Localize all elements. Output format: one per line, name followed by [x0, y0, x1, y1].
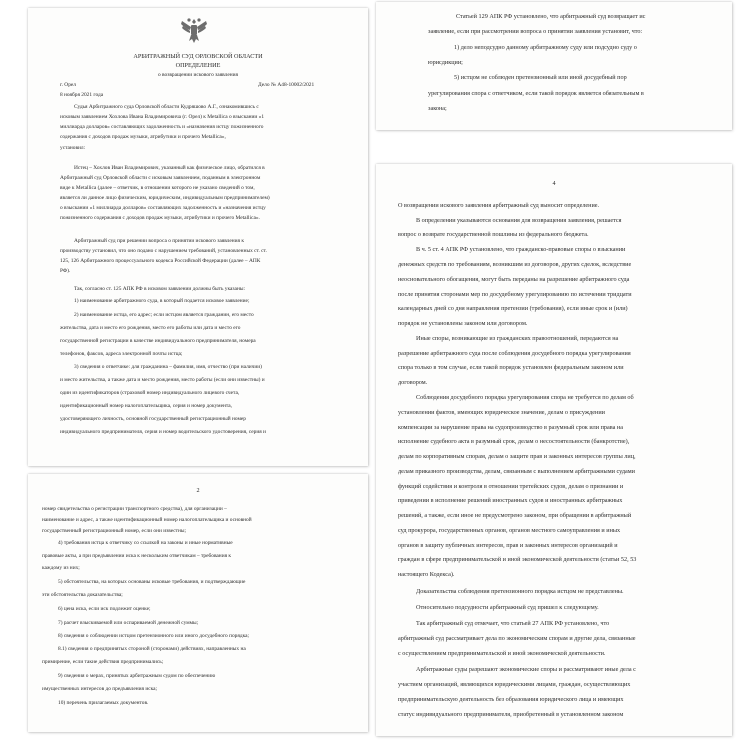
document-page-4	[376, 164, 732, 736]
page-number: 4	[552, 180, 556, 187]
document-page-2	[28, 474, 368, 732]
text-line: 7) расчет взыскиваемой или оспариваемой денежной суммы;	[58, 620, 199, 626]
text-line: делам по корпоративным спорам, делам о защите прав и законных интересов группы лиц,	[398, 453, 636, 460]
text-line: правовые акты, а при предъявлении иска к нескольким ответчикам – требования к	[42, 553, 232, 559]
text-line: 10) перечень прилагаемых документов.	[58, 700, 149, 706]
text-line: суд прокурора, государственных органов, органов местного самоуправления и иных	[398, 527, 621, 534]
text-line: 3) сведения о ответчике: для гражданина – фамилия, имя, отчество (при наличии)	[74, 364, 262, 370]
text-line: с осуществлением предпринимательской и иной экономической деятельности.	[398, 650, 606, 657]
text-line: Истец – Хохлов Иван Владимирович, указанный как физическое лицо, обратился в	[74, 165, 265, 171]
case-number: Дело № А48-10002/2021	[258, 82, 315, 88]
double-headed-eagle-icon	[178, 15, 210, 45]
text-line: установил:	[60, 145, 86, 151]
text-line: виде к Metallica (далее – ответчик, в отношении которого не указано сведений о том,	[60, 185, 255, 191]
text-line: производству установил, что оно подано с нарушением требований, установленных ст. ст.	[60, 248, 267, 254]
text-line: и место жительства, а также дата и место рождения, место работы (если они известны) и	[60, 377, 265, 383]
page-number: 2	[196, 487, 200, 494]
document-type: ОПРЕДЕЛЕНИЕ	[175, 62, 221, 69]
text-line: вопрос о возврате государственной пошлины из федерального бюджета.	[398, 231, 589, 238]
document-date: 8 ноября 2021 года	[60, 92, 104, 98]
text-line: календарных дней со дня направления претензии (требования), если иные срок и (или)	[398, 305, 628, 312]
text-line: 5) истцом не соблюден претензионный или иной досудебный пор	[454, 74, 627, 81]
text-line: О возвращении искового заявления арбитражный суд выносит определение.	[398, 202, 600, 209]
text-line: функций содействия и контроля в отношении третейских судов, делам о признании и	[398, 483, 624, 490]
text-line: урегулирования спора с ответчиком, если такой порядок является обязательным в	[428, 90, 644, 97]
text-line: заявление, если при рассмотрении вопроса о принятии заявления установит, что:	[428, 28, 643, 35]
text-line: телефонов, факсов, адреса электронной почты истца;	[60, 351, 183, 357]
text-line: государственный регистрационный номер, если они известны;	[42, 528, 187, 534]
text-line: предпринимательскую деятельность без образования юридического лица и имеющих	[398, 696, 624, 703]
text-line: участием организаций, являющихся юридическими лицами, граждан, осуществляющих	[398, 681, 631, 688]
document-page-3	[376, 2, 732, 130]
text-line: 8.1) сведения о предпринятых стороной (сторонами) действиях, направленных на	[58, 646, 246, 652]
text-line: Доказательства соблюдения претензионного порядка истцом не представлены.	[416, 588, 624, 595]
text-line: Статьей 129 АПК РФ установлено, что арбитражный суд возвращает ис	[456, 13, 646, 20]
text-line: органов в защиту публичных интересов, прав и законных интересов организаций и	[398, 542, 618, 549]
text-line: порядок не установлены законом или договором.	[398, 320, 528, 327]
text-line: 125, 126 Арбитражного процессуального кодекса Российской Федерации (далее – АПК	[60, 258, 261, 264]
text-line: В определении указываются основания для возвращения заявления, решается	[416, 217, 622, 224]
court-name: АРБИТРАЖНЫЙ СУД ОРЛОВСКОЙ ОБЛАСТИ	[133, 53, 263, 60]
text-line: Судья Арбитражного суда Орловской области Кудряшово А.Г., ознакомившись с	[74, 104, 259, 110]
text-line: приведении в исполнение решений иностранных судов и иностранных арбитражных	[398, 497, 623, 504]
text-line: один из идентификаторов (страховой номер индивидуального лицевого счета,	[60, 390, 240, 396]
text-line: РФ).	[60, 268, 71, 274]
text-line: настоящего Кодекса).	[398, 571, 455, 578]
text-line: статус индивидуального предпринимателя, приобретенный в установленном законом	[398, 711, 624, 718]
text-line: удостоверяющего личность, основной государственный регистрационный номер	[60, 416, 246, 422]
text-line: Иные споры, возникающие из гражданских правоотношений, передаются на	[416, 335, 619, 342]
text-line: 9) сведения о мерах, принятых арбитражным судом по обеспечению	[58, 673, 216, 679]
text-line: наименование и адрес, а также идентификационный номер налогоплательщика и основной	[42, 517, 252, 523]
text-line: 2) наименование истца, его адрес; если истцом является гражданин, его место	[74, 312, 254, 318]
document-subtitle: о возвращении искового заявления	[157, 72, 238, 78]
text-line: делам приказного производства, делам, связанным с выполнением арбитражными судами	[398, 468, 635, 475]
text-line: исполнение судебного акта в разумный срок, делам о несостоятельности (банкротстве),	[398, 438, 630, 445]
text-line: 8) сведения о соблюдении истцом претензионного или иного досудебного порядка;	[58, 633, 250, 639]
text-line: является ли данное лицо физическим, юридическим, индивидуальным предпринимателем)	[60, 195, 270, 201]
text-line: 5) обстоятельства, на которых основаны исковые требования, и подтверждающие	[58, 579, 246, 585]
text-line: содержания с доходов продаж музыки, атрибутики и прочего Metallica»,	[60, 134, 226, 140]
text-line: исковым заявлением Хохлова Ивана Владимировича (г. Орел) к Metallica о взыскании «1	[60, 114, 265, 120]
text-line: индивидуального предпринимателя, серия и номер водительского удостоверения, серия и	[60, 429, 266, 435]
text-line: 1) наименование арбитражного суда, в который подается исковое заявление;	[74, 298, 250, 304]
text-line: арбитражный суд рассматривает дела по экономическим спорам и другие дела, связанные	[398, 635, 636, 642]
text-line: граждан в сфере предпринимательской и иной экономической деятельности (статьи 52, 53	[398, 556, 637, 563]
text-line: государственной регистрации в качестве индивидуального предпринимателя, номера	[60, 338, 256, 344]
text-line: Арбитражный суд при решении вопроса о принятии искового заявления к	[74, 238, 244, 244]
text-line: спора только в том случае, если такой порядок установлен федеральным законом или	[398, 364, 624, 371]
text-line: эти обстоятельства доказательства;	[42, 592, 123, 598]
text-line: 6) цена иска, если иск подлежит оценке;	[58, 606, 151, 612]
text-line: Арбитражные суды разрешают экономические споры и рассматривают иные дела с	[416, 666, 636, 673]
city: г. Орел	[60, 82, 76, 88]
text-line: о взыскании «1 миллиарда долларов» составляющих задолженность и «назначения истцу	[60, 205, 266, 211]
text-line: решений, а также, если иное не предусмотрено законом, при обращении в арбитражный	[398, 512, 632, 519]
text-line: после принятия сторонами мер по досудебному урегулированию по истечении тридцати	[398, 291, 632, 298]
text-line: денежных средств по требованиям, возникшим из договоров, других сделок, вследствие	[398, 261, 632, 268]
text-line: имущественных интересов до предъявления иска;	[42, 686, 158, 692]
text-line: миллиарда долларов» составляющих задолженность и «назначения истцу пожизненного	[60, 124, 264, 130]
text-line: разрешение арбитражного суда после соблюдения досудебного порядка урегулирования	[398, 350, 631, 357]
text-line: каждому из них;	[42, 565, 80, 571]
text-line: компенсации за нарушение права на судопроизводство в разумный срок или права на	[398, 424, 623, 431]
text-line: 1) дело неподсудно данному арбитражному суду или подсудно суду о	[454, 44, 637, 51]
text-line: закона;	[428, 105, 447, 112]
text-line: юрисдикции;	[428, 59, 463, 66]
text-line: Арбитражный суд Орловской области с исковым заявлением, поданным в электронном	[60, 175, 261, 181]
text-line: примирение, если такие действия предпринимались;	[42, 659, 164, 665]
text-line: идентификационный номер налогоплательщика, серия и номер документа,	[60, 403, 233, 409]
text-line: Относительно подсудности арбитражный суд пришел к следующему.	[416, 604, 599, 611]
text-line: номер свидетельства о регистрации транспортного средства), для организации –	[42, 506, 227, 512]
text-line: неосновательного обогащения, могут быть переданы на разрешение арбитражного суда	[398, 276, 630, 283]
text-line: Так арбитражный суд отмечает, что статьей 27 АПК РФ установлено, что	[416, 620, 610, 627]
document-page-1	[28, 8, 368, 466]
text-line: установлении фактов, имеющих юридическое значение, делам о присуждении	[398, 409, 605, 416]
text-line: В ч. 5 ст. 4 АПК РФ установлено, что гражданско-правовые споры о взыскании	[416, 246, 626, 253]
text-line: Соблюдения досудебного порядка урегулирования спора не требуется по делам об	[416, 394, 634, 401]
text-line: договором.	[398, 379, 428, 386]
text-line: 4) требования истца к ответчику со ссылкой на законы и иные нормативные	[58, 540, 233, 546]
text-line: Так, согласно ст. 125 АПК РФ в исковом заявлении должны быть указаны:	[74, 286, 245, 292]
text-line: пожизненного содержания с доходов продаж музыки, атрибутики и прочего Metallica».	[60, 215, 260, 221]
text-line: жительства, дата и место его рождения, место его работы или дата и место его	[60, 325, 241, 331]
